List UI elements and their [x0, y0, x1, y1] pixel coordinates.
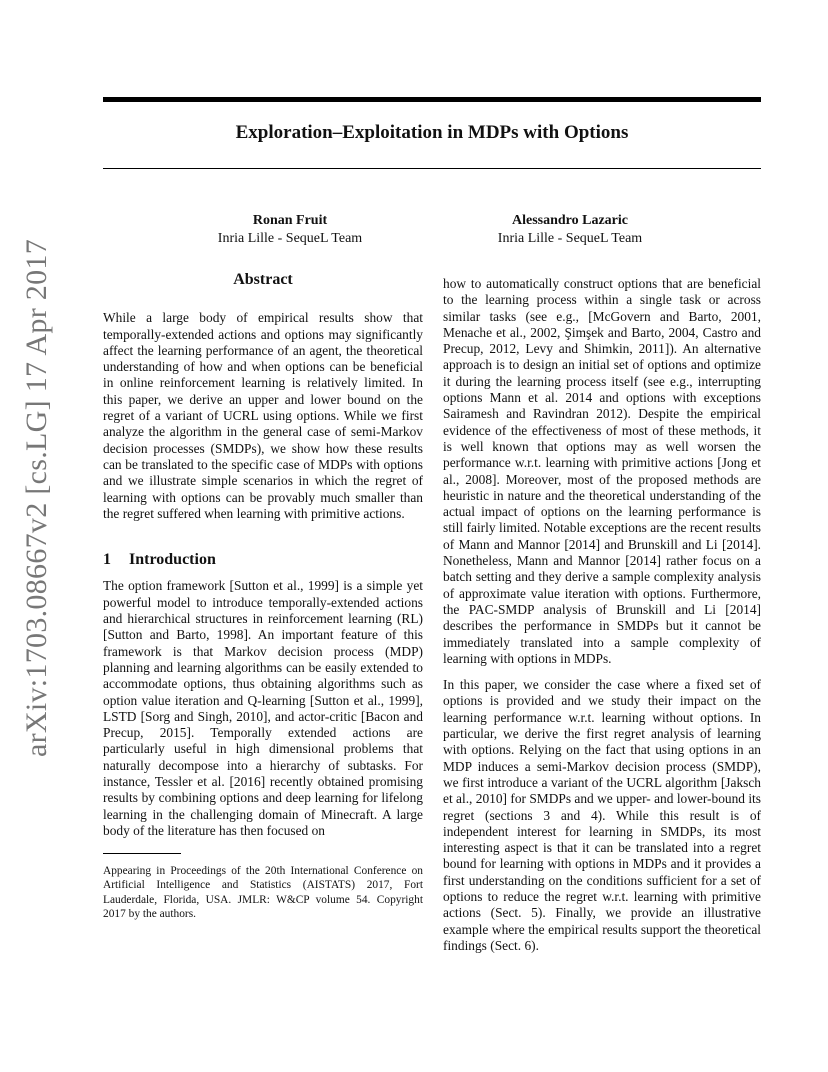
- abstract-heading: Abstract: [233, 271, 293, 288]
- section-title: Introduction: [129, 551, 216, 569]
- author-name: Ronan Fruit: [252, 213, 328, 228]
- arxiv-stamp-text: arXiv:1703.08667v2 [cs.LG] 17 Apr 2017: [20, 238, 54, 758]
- arxiv-stamp: [20, 238, 54, 758]
- top-rule: [103, 97, 761, 102]
- paper-title: Exploration–Exploitation in MDPs with Options: [235, 122, 629, 143]
- author-2: [440, 212, 700, 247]
- footnote-rule: [103, 853, 181, 854]
- left-column: [103, 272, 423, 921]
- section-heading: [103, 552, 423, 568]
- title-bottom-rule: [103, 168, 761, 169]
- footnote: Appearing in Proceedings of the 20th International Conference on Artificial Intelligence and Statistics (AISTATS) 2017, Fort Lauderdale, Florida, USA. JMLR: W&CP volume 54. Copyright 2017 by the authors.: [103, 865, 423, 920]
- intro-paragraph-continued: how to automatically construct options that are beneficial to the learning process within a single task or across similar tasks (see e.g., [McGovern and Barto, 2001, Menache et al., 2002, Şimşek and Barto, 2004, Castro and Precup, 2012, Levy and Shimkin, 2011]). An alternative approach is to design an initial set of options and optimize it during the learning process itself (see e.g., interrupting options Mann et al. 2014 and options with exceptions Sairamesh and Ravindran 2012). Despite the empirical evidence of the effectiveness of most of these methods, it is well known that options may as well worsen the performance w.r.t. learning with primitive actions [Jong et al., 2008]. Moreover, most of the proposed methods are heuristic in nature and the theoretical understanding of the actual impact of options on the learning performance is still fairly limited. Notable exceptions are the recent results of Mann and Mannor [2014] and Brunskill and Li [2014]. Nonetheless, Mann and Mannor [2014] rather focus on a batch setting and they derive a sample complexity analysis of approximate value iteration with options. Furthermore, the PAC-SMDP analysis of Brunskill and Li [2014] describes the performance in SMDPs but it cannot be immediately translated into a sample complexity of learning with options in MDPs.: [443, 276, 761, 666]
- author-name: Alessandro Lazaric: [511, 213, 628, 228]
- abstract-text: While a large body of empirical results show that temporally-extended actions and options may significantly affect the learning performance of an agent, the theoretical understanding of how and when options can be beneficial in online reinforcement learning is relatively limited. In this paper, we derive an upper and lower bound on the regret of a variant of UCRL using options. While we first analyze the algorithm in the general case of semi-Markov decision processes (SMDPs), we show how these results can be translated to the specific case of MDPs with options and we illustrate simple scenarios in which the regret of learning with options can be provably much smaller than the regret suffered when learning with primitive actions.: [103, 310, 423, 521]
- author-affiliation: Inria Lille - SequeL Team: [217, 231, 363, 246]
- author-affiliation: Inria Lille - SequeL Team: [497, 231, 643, 246]
- intro-paragraph-2: In this paper, we consider the case where a fixed set of options is provided and we study their impact on the learning performance w.r.t. learning without options. In particular, we derive the first regret analysis of learning with options. Relying on the fact that using options in an MDP induces a semi-Markov decision process (SMDP), we first introduce a variant of the UCRL algorithm [Jaksch et al., 2010] for SMDPs and we upper- and lower-bound its regret (sections 3 and 4). While this result is of independent interest for learning in SMDPs, its most interesting aspect is that it can be translated into a regret bound for learning with options in MDPs and it provides a first understanding on the conditions sufficient for a set of options to reduce the regret w.r.t. learning with primitive actions (Sect. 5). Finally, we provide an illustrative example where the empirical results support the theoretical findings (Sect. 6).: [443, 677, 761, 953]
- right-column: [443, 276, 761, 954]
- section-number: 1: [103, 551, 111, 569]
- author-1: [160, 212, 420, 247]
- intro-paragraph: The option framework [Sutton et al., 1999] is a simple yet powerful model to introduce temporally-extended actions and hierarchical structures in reinforcement learning (RL) [Sutton and Barto, 1998]. An important feature of this framework is that Markov decision process (MDP) planning and learning algorithms can be easily extended to accommodate options, thus obtaining algorithms such as option value iteration and Q-learning [Sutton et al., 1999], LSTD [Sorg and Singh, 2010], and actor-critic [Bacon and Precup, 2015]. Temporally extended actions are particularly useful in high dimensional problems that naturally decompose into a hierarchy of subtasks. For instance, Tessler et al. [2016] recently obtained promising results by combining options and deep learning for lifelong learning in the challenging domain of Minecraft. A large body of the literature has then focused on: [103, 578, 423, 838]
